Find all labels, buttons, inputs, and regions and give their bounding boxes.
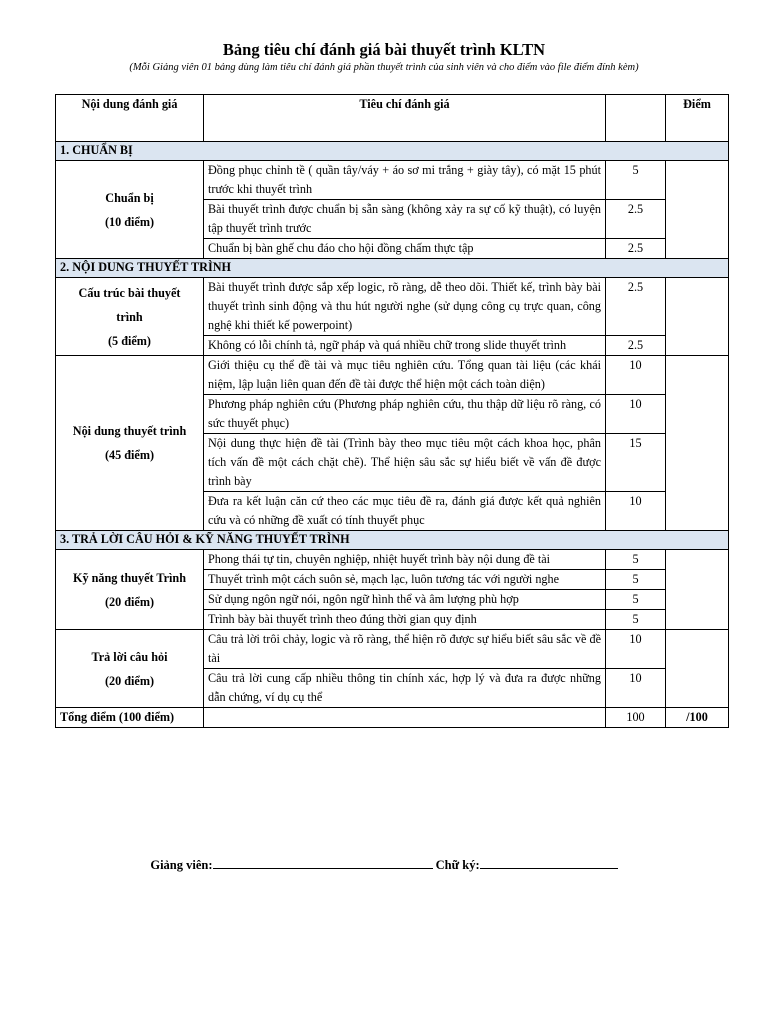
group-name-line: Nội dung thuyết trình	[72, 424, 187, 438]
section-row	[56, 259, 729, 278]
score-cell	[666, 161, 729, 259]
criterion-points: 2.5	[606, 239, 666, 259]
total-criteria	[204, 708, 606, 728]
score-cell	[666, 630, 729, 708]
group-name-cell	[56, 161, 204, 259]
group-name-cell	[56, 550, 204, 630]
section-row	[56, 142, 729, 161]
criterion-points: 5	[606, 550, 666, 570]
criterion-points: 2.5	[606, 336, 666, 356]
signature-label: Chữ ký:	[435, 858, 480, 872]
criterion-text: Câu trả lời cung cấp nhiều thông tin chính xác, hợp lý và đưa ra được những dẫn chứng, ví dụ cụ thể	[204, 669, 606, 708]
section-row	[56, 531, 729, 550]
criterion-text: Chuẩn bị bàn ghế chu đáo cho hội đồng chấm thực tập	[204, 239, 606, 259]
criterion-text: Sử dụng ngôn ngữ nói, ngôn ngữ hình thể và âm lượng phù hợp	[204, 590, 606, 610]
group-name-line: Kỹ năng thuyết Trình	[73, 570, 186, 585]
criterion-row	[56, 630, 729, 669]
criterion-row	[56, 550, 729, 570]
criterion-text: Bài thuyết trình được chuẩn bị sẵn sàng (không xảy ra sự cố kỹ thuật), có luyện tập thuyết trình trước	[204, 200, 606, 239]
criterion-points: 10	[606, 630, 666, 669]
signature-line	[480, 856, 618, 869]
group-name-cell	[56, 630, 204, 708]
criterion-points: 5	[606, 610, 666, 630]
section-title: 1. CHUẨN BỊ	[56, 142, 729, 161]
score-cell	[666, 278, 729, 356]
section-title: 2. NỘI DUNG THUYẾT TRÌNH	[56, 259, 729, 278]
page-title: Bảng tiêu chí đánh giá bài thuyết trình KLTN	[222, 40, 546, 59]
criterion-text: Phương pháp nghiên cứu (Phương pháp nghiên cứu, thu thập dữ liệu rõ ràng, có sức thuyết phục)	[204, 395, 606, 434]
criterion-text: Phong thái tự tin, chuyên nghiệp, nhiệt huyết trình bày nội dung đề tài	[204, 550, 606, 570]
criterion-text: Đưa ra kết luận căn cứ theo các mục tiêu đề ra, đánh giá được kết quả nghiên cứu và có những đề xuất có tính thuyết phục	[204, 492, 606, 531]
criterion-row	[56, 278, 729, 336]
score-cell	[666, 550, 729, 630]
criterion-text: Thuyết trình một cách suôn sẻ, mạch lạc, luôn tương tác với người nghe	[204, 570, 606, 590]
criterion-points: 10	[606, 492, 666, 531]
criterion-points: 15	[606, 434, 666, 492]
criterion-text: Nội dung thực hiện đề tài (Trình bày theo mục tiêu một cách khoa học, phân tích vấn đề một cách chặt chẽ). Thể hiện sâu sắc sự hiểu biết về vấn đề được trình bày	[204, 434, 606, 492]
table-header-row	[56, 95, 729, 142]
header-score: Điểm	[666, 95, 729, 142]
criterion-text: Bài thuyết trình được sắp xếp logic, rõ ràng, dễ theo dõi. Thiết kế, trình bày bài thuyết trình sinh động và thu hút người nghe (sử dụng công cụ trực quan, công nghệ khi thiết kế powerpoint)	[204, 278, 606, 336]
criterion-points: 10	[606, 356, 666, 395]
total-points: 100	[606, 708, 666, 728]
group-name-cell	[56, 278, 204, 356]
criterion-text: Trình bày bài thuyết trình theo đúng thời gian quy định	[204, 610, 606, 630]
header-points	[606, 95, 666, 142]
criterion-points: 5	[606, 161, 666, 200]
criterion-row	[56, 161, 729, 200]
total-label: Tổng điểm (100 điểm)	[56, 708, 204, 728]
criterion-points: 5	[606, 570, 666, 590]
criterion-points: 10	[606, 669, 666, 708]
group-name-line: Cấu trúc bài thuyết	[78, 285, 181, 300]
group-name-line: (20 điểm)	[104, 594, 155, 609]
criterion-text: Đồng phục chỉnh tề ( quần tây/váy + áo sơ mi trắng + giày tây), có mặt 15 phút trước khi thuyết trình	[204, 161, 606, 200]
header-content: Nội dung đánh giá	[56, 95, 204, 142]
group-name-cell	[56, 356, 204, 531]
score-cell	[666, 356, 729, 531]
criterion-text: Giới thiệu cụ thể đề tài và mục tiêu nghiên cứu. Tổng quan tài liệu (các khái niệm, lập luận liên quan đến đề tài được thể hiện một cách toàn diện)	[204, 356, 606, 395]
group-name-line: (20 điểm)	[104, 673, 155, 688]
rubric-table	[55, 94, 729, 728]
lecturer-label: Giảng viên:	[150, 858, 213, 872]
group-name-line: Chuẩn bị	[105, 190, 154, 205]
section-title: 3. TRẢ LỜI CÂU HỎI & KỸ NĂNG THUYẾT TRÌNH	[56, 531, 729, 550]
header-criteria: Tiêu chí đánh giá	[204, 95, 606, 142]
criterion-points: 2.5	[606, 278, 666, 336]
group-name-line: (10 điểm)	[104, 214, 155, 229]
group-name-line: Trả lời câu hỏi	[91, 649, 168, 664]
criterion-text: Câu trả lời trôi chảy, logic và rõ ràng, thể hiện rõ được sự hiểu biết sâu sắc về đề tài	[204, 630, 606, 669]
group-name-line: (45 điểm)	[104, 448, 155, 462]
total-out-of: /100	[666, 708, 729, 728]
signature-block	[0, 856, 768, 873]
criterion-text: Không có lỗi chính tả, ngữ pháp và quá nhiều chữ trong slide thuyết trình	[204, 336, 606, 356]
page-subtitle: (Mỗi Giảng viên 01 bảng dùng làm tiêu chí đánh giá phần thuyết trình của sinh viên và cho điểm vào file điểm đính kèm)	[129, 62, 639, 73]
criterion-points: 2.5	[606, 200, 666, 239]
group-name-line: (5 điểm)	[108, 333, 151, 348]
criterion-points: 10	[606, 395, 666, 434]
criterion-row	[56, 356, 729, 395]
lecturer-name-line	[213, 856, 433, 869]
criterion-points: 5	[606, 590, 666, 610]
total-row	[56, 708, 729, 728]
group-name-line: trình	[116, 309, 143, 324]
